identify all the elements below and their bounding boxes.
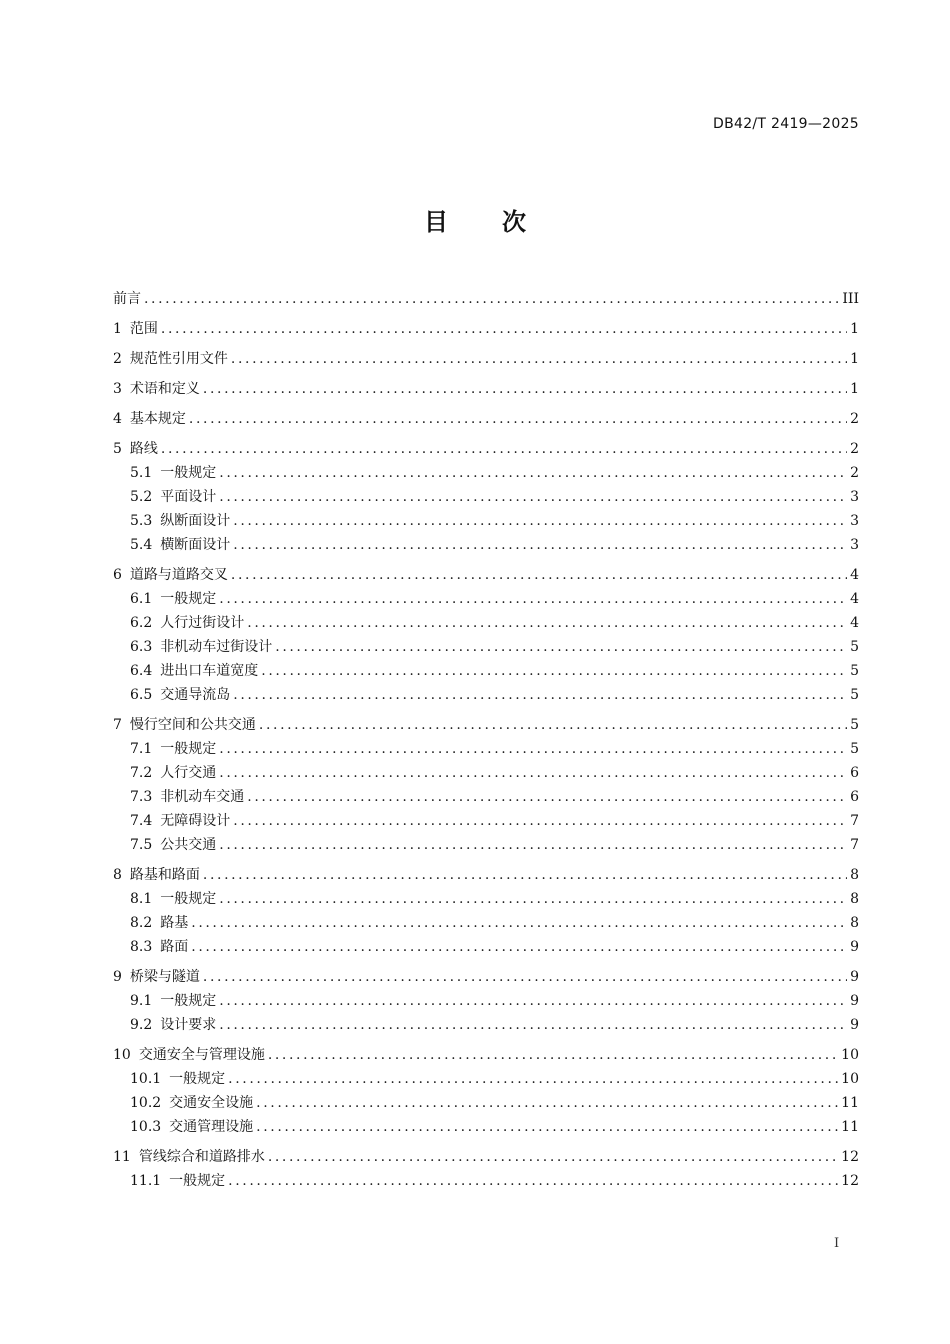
toc-entry-number: 6.5 [130, 687, 153, 703]
toc-entry-section[interactable] [113, 587, 859, 611]
toc-entry-page: 10 [841, 1071, 859, 1087]
toc-dot-leader [189, 407, 847, 431]
toc-entry-label: 路面 [160, 939, 189, 955]
toc-dot-leader [219, 887, 847, 911]
toc-entry-page: 9 [850, 939, 859, 955]
toc-entry-chapter[interactable] [113, 407, 859, 431]
toc-entry-section[interactable] [113, 683, 859, 707]
toc-entry-number: 5 [113, 441, 122, 457]
toc-entry-label: 一般规定 [160, 993, 217, 1009]
toc-entry-section[interactable] [113, 1067, 859, 1091]
toc-entry-label: 路基 [160, 915, 189, 931]
toc-title-char-2: 次 [502, 208, 526, 236]
toc-entry-page: 7 [850, 837, 859, 853]
toc-entry-label: 设计要求 [160, 1017, 217, 1033]
toc-dot-leader [161, 317, 847, 341]
toc-dot-leader [219, 761, 847, 785]
toc-entry-chapter[interactable] [113, 1043, 859, 1067]
toc-entry-label: 人行过街设计 [160, 615, 245, 631]
toc-entry-page: 9 [850, 1017, 859, 1033]
toc-entry-number: 7.1 [130, 741, 153, 757]
toc-entry-label: 路基和路面 [129, 867, 200, 883]
toc-entry-number: 5.2 [130, 489, 153, 505]
toc-entry-section[interactable] [113, 1169, 859, 1193]
toc-entry-section[interactable] [113, 833, 859, 857]
toc-entry-number: 10 [113, 1047, 131, 1063]
toc-entry-chapter[interactable] [113, 965, 859, 989]
toc-entry-section[interactable] [113, 659, 859, 683]
toc-entry-number: 7.3 [130, 789, 153, 805]
toc-dot-leader [219, 833, 847, 857]
toc-dot-leader [233, 509, 847, 533]
toc-entry-label: 慢行空间和公共交通 [129, 717, 256, 733]
toc-entry-page: 5 [850, 687, 859, 703]
toc-entry-label: 一般规定 [160, 891, 217, 907]
toc-entry-label: 一般规定 [169, 1173, 226, 1189]
toc-entry-page: 9 [850, 969, 859, 985]
document-code: DB42/T 2419—2025 [713, 116, 859, 132]
toc-entry-section[interactable] [113, 533, 859, 557]
toc-dot-leader [191, 935, 847, 959]
toc-entry-label: 纵断面设计 [160, 513, 231, 529]
toc-entry-number: 8.3 [130, 939, 153, 955]
toc-entry-section[interactable] [113, 761, 859, 785]
toc-entry-number: 8.2 [130, 915, 153, 931]
toc-entry-number: 10.2 [130, 1095, 162, 1111]
page-number: I [834, 1236, 840, 1251]
toc-entry-page: 7 [850, 813, 859, 829]
toc-dot-leader [228, 1067, 838, 1091]
toc-entry-section[interactable] [113, 485, 859, 509]
toc-entry-label: 公共交通 [160, 837, 217, 853]
toc-entry-page: 1 [850, 351, 859, 367]
toc-entry-label: 无障碍设计 [160, 813, 231, 829]
toc-entry-label: 非机动车过街设计 [160, 639, 273, 655]
toc-entry-chapter[interactable] [113, 1145, 859, 1169]
toc-dot-leader [161, 437, 847, 461]
toc-entry-chapter[interactable] [113, 317, 859, 341]
toc-dot-leader [191, 911, 847, 935]
toc-entry-label: 交通安全与管理设施 [138, 1047, 265, 1063]
toc-entry-number: 5.4 [130, 537, 153, 553]
toc-dot-leader [203, 965, 847, 989]
toc-entry-label: 一般规定 [160, 741, 217, 757]
toc-entry-chapter[interactable] [113, 713, 859, 737]
toc-dot-leader [247, 785, 847, 809]
toc-entry-number: 2 [113, 351, 122, 367]
toc-entry-page: 5 [850, 663, 859, 679]
toc-dot-leader [275, 635, 847, 659]
toc-entry-number: 11.1 [130, 1173, 162, 1189]
toc-dot-leader [231, 347, 847, 371]
toc-entry-section[interactable] [113, 611, 859, 635]
toc-entry-label: 术语和定义 [129, 381, 200, 397]
toc-entry-number: 8 [113, 867, 122, 883]
toc-entry-page: 8 [850, 891, 859, 907]
toc-entry-label: 桥梁与隧道 [129, 969, 200, 985]
toc-dot-leader [219, 737, 847, 761]
toc-entry-section[interactable] [113, 911, 859, 935]
toc-dot-leader [233, 683, 847, 707]
toc-entry-number: 7.2 [130, 765, 153, 781]
toc-entry-page: 1 [850, 321, 859, 337]
toc-entry-number: 5.3 [130, 513, 153, 529]
toc-entry-chapter[interactable] [113, 563, 859, 587]
toc-entry-label: 管线综合和道路排水 [138, 1149, 265, 1165]
toc-entry-number: 7.5 [130, 837, 153, 853]
toc-entry-page: 10 [841, 1047, 859, 1063]
toc-entry-number: 9 [113, 969, 122, 985]
toc-entry-section[interactable] [113, 935, 859, 959]
toc-entry-number: 6.2 [130, 615, 153, 631]
toc-entry-label: 基本规定 [129, 411, 186, 427]
toc-entry-page: 6 [850, 765, 859, 781]
toc-entry-page: 9 [850, 993, 859, 1009]
toc-entry-number: 6.4 [130, 663, 153, 679]
toc-dot-leader [268, 1145, 838, 1169]
toc-entry-label: 一般规定 [169, 1071, 226, 1087]
toc-entry-number: 9.1 [130, 993, 153, 1009]
toc-entry-number: 6.1 [130, 591, 153, 607]
toc-entry-section[interactable] [113, 1115, 859, 1139]
toc-entry-page: 2 [850, 441, 859, 457]
toc-entry-page: 2 [850, 411, 859, 427]
toc-dot-leader [219, 587, 847, 611]
toc-entry-page: 6 [850, 789, 859, 805]
toc-dot-leader [231, 563, 847, 587]
toc-entry-number: 4 [113, 411, 122, 427]
toc-entry-number: 5.1 [130, 465, 153, 481]
toc-entry-section[interactable] [113, 809, 859, 833]
toc-entry-label: 横断面设计 [160, 537, 231, 553]
toc-entry-number: 10.1 [130, 1071, 162, 1087]
toc-entry-number: 7.4 [130, 813, 153, 829]
toc-entry-section[interactable] [113, 635, 859, 659]
toc-dot-leader [261, 659, 847, 683]
toc-entry-page: 3 [850, 489, 859, 505]
toc-dot-leader [144, 287, 839, 311]
toc-dot-leader [259, 713, 847, 737]
toc-dot-leader [219, 461, 847, 485]
toc-entry-page: 11 [841, 1095, 859, 1111]
toc-entry-label: 一般规定 [160, 465, 217, 481]
toc-entry-page: III [842, 291, 859, 307]
toc-entry-chapter[interactable] [113, 347, 859, 371]
toc-entry-label: 平面设计 [160, 489, 217, 505]
toc-entry-label: 范围 [129, 321, 158, 337]
toc-entry-label: 进出口车道宽度 [160, 663, 259, 679]
toc-entry-number: 8.1 [130, 891, 153, 907]
toc-entry-page: 5 [850, 717, 859, 733]
toc-entry-number: 3 [113, 381, 122, 397]
toc-entry-section[interactable] [113, 989, 859, 1013]
toc-entry-number: 10.3 [130, 1119, 162, 1135]
toc-entry-label: 人行交通 [160, 765, 217, 781]
toc-entry-page: 4 [850, 615, 859, 631]
toc-entry-label: 前言 [113, 291, 141, 307]
toc-entry-page: 3 [850, 537, 859, 553]
toc-entry-label: 交通导流岛 [160, 687, 231, 703]
toc-dot-leader [219, 989, 847, 1013]
toc-list [113, 287, 859, 1193]
toc-entry-number: 6.3 [130, 639, 153, 655]
toc-entry-page: 8 [850, 867, 859, 883]
toc-entry-label: 交通安全设施 [169, 1095, 254, 1111]
toc-entry-label: 交通管理设施 [169, 1119, 254, 1135]
toc-dot-leader [256, 1115, 838, 1139]
toc-entry-number: 1 [113, 321, 122, 337]
toc-dot-leader [268, 1043, 838, 1067]
toc-entry-page: 4 [850, 591, 859, 607]
toc-entry-number: 7 [113, 717, 122, 733]
toc-entry-chapter[interactable] [113, 287, 859, 311]
toc-entry-page: 4 [850, 567, 859, 583]
toc-entry-page: 11 [841, 1119, 859, 1135]
toc-entry-section[interactable] [113, 509, 859, 533]
toc-entry-section[interactable] [113, 461, 859, 485]
toc-entry-section[interactable] [113, 737, 859, 761]
toc-title-char-1: 目 [424, 208, 448, 236]
toc-entry-label: 道路与道路交叉 [129, 567, 228, 583]
toc-entry-chapter[interactable] [113, 377, 859, 401]
toc-entry-page: 3 [850, 513, 859, 529]
toc-entry-section[interactable] [113, 1091, 859, 1115]
toc-entry-page: 1 [850, 381, 859, 397]
toc-dot-leader [256, 1091, 838, 1115]
toc-entry-number: 6 [113, 567, 122, 583]
toc-entry-section[interactable] [113, 785, 859, 809]
toc-entry-page: 12 [841, 1149, 859, 1165]
toc-entry-number: 9.2 [130, 1017, 153, 1033]
toc-entry-label: 规范性引用文件 [129, 351, 228, 367]
toc-entry-label: 路线 [129, 441, 158, 457]
toc-dot-leader [228, 1169, 838, 1193]
toc-entry-label: 一般规定 [160, 591, 217, 607]
toc-dot-leader [203, 863, 847, 887]
toc-entry-section[interactable] [113, 1013, 859, 1037]
toc-dot-leader [247, 611, 847, 635]
toc-entry-page: 12 [841, 1173, 859, 1189]
toc-entry-chapter[interactable] [113, 437, 859, 461]
toc-entry-page: 8 [850, 915, 859, 931]
toc-dot-leader [233, 809, 847, 833]
toc-entry-number: 11 [113, 1149, 131, 1165]
toc-entry-page: 2 [850, 465, 859, 481]
toc-dot-leader [203, 377, 847, 401]
toc-entry-label: 非机动车交通 [160, 789, 245, 805]
toc-entry-chapter[interactable] [113, 863, 859, 887]
toc-entry-page: 5 [850, 639, 859, 655]
toc-title [0, 202, 950, 237]
toc-dot-leader [219, 1013, 847, 1037]
toc-entry-section[interactable] [113, 887, 859, 911]
toc-dot-leader [219, 485, 847, 509]
toc-dot-leader [233, 533, 847, 557]
toc-entry-page: 5 [850, 741, 859, 757]
